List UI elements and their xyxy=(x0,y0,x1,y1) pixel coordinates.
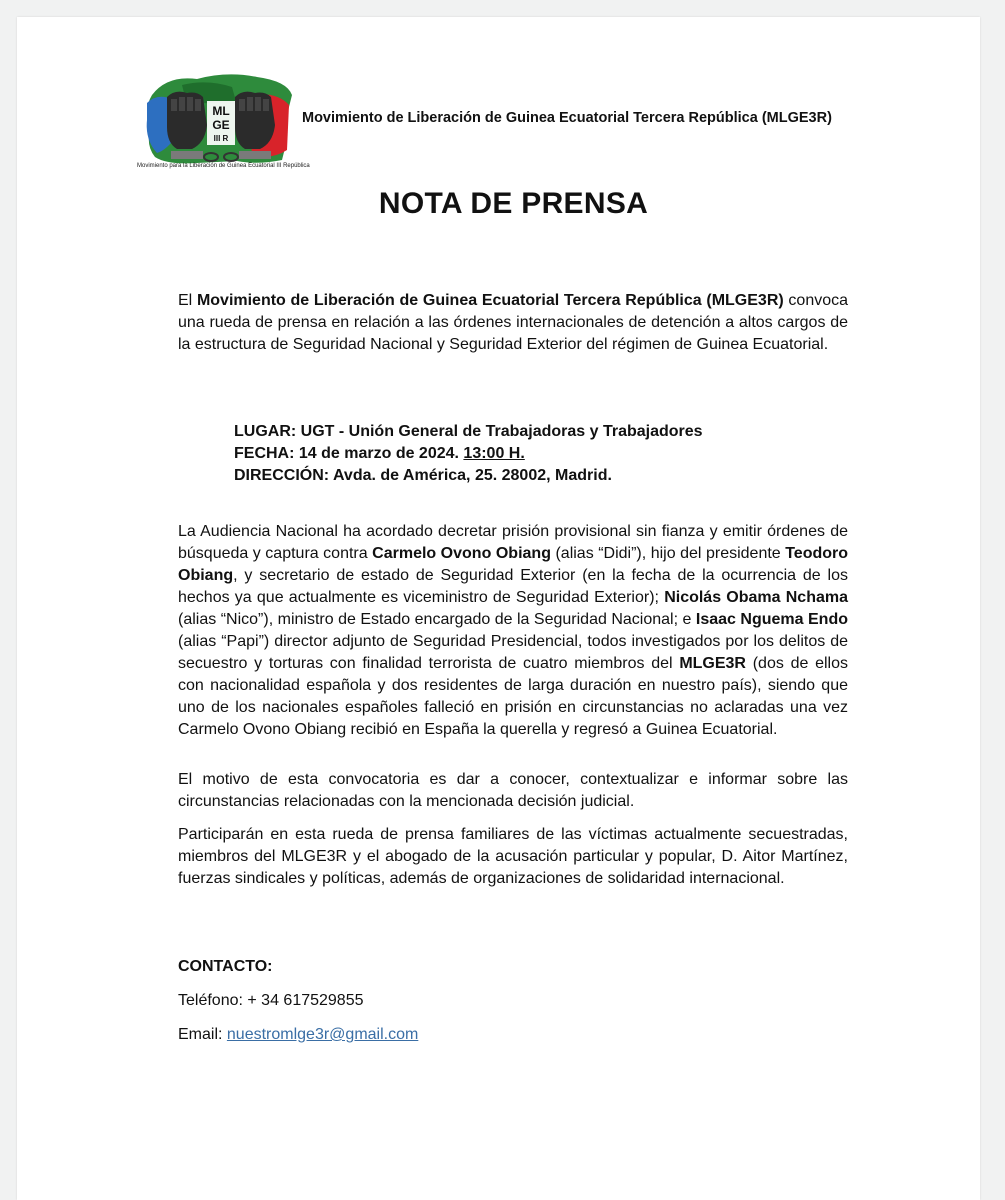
intro-org-bold: Movimiento de Liberación de Guinea Ecuatorial Tercera República (MLGE3R) xyxy=(196,292,784,309)
organization-name: Movimiento de Liberación de Guinea Ecuatorial Tercera República (MLGE3R) xyxy=(302,110,832,126)
contact-phone: Teléfono: + 34 617529855 xyxy=(178,992,364,1009)
email-label: Email: xyxy=(178,1026,227,1043)
document-page xyxy=(17,17,980,1200)
lugar-value: UGT - Unión General de Trabajadoras y Trabajadores xyxy=(296,423,703,440)
body-paragraph-2: El motivo de esta convocatoria es dar a conocer, contextualizar e informar sobre las circunstancias relacionadas con la mencionada decisión judicial. xyxy=(178,771,848,810)
direccion-line xyxy=(234,465,854,487)
direccion-value: Avda. de América, 25. 28002, Madrid. xyxy=(329,467,612,484)
body1-text-4: (alias “Nico”), ministro de Estado encargado de la Seguridad Nacional; e xyxy=(178,611,696,628)
logo-text-ml: ML xyxy=(212,104,230,118)
intro-paragraph xyxy=(178,290,848,356)
name-nicolas-obama-nchama: Nicolás Obama Nchama xyxy=(664,589,849,606)
name-isaac-nguema-endo: Isaac Nguema Endo xyxy=(695,611,849,628)
name-carmelo-ovono-obiang: Carmelo Ovono Obiang xyxy=(372,545,551,562)
fecha-label: FECHA: xyxy=(234,445,295,462)
email-link[interactable]: nuestromlge3r@gmail.com xyxy=(226,1026,419,1043)
body1-text-6: (dos de ellos con nacionalidad española y dos residentes de larga duración en nuestro país), siendo que uno de los nacionales españoles falleció en prisión en circunstancias no aclaradas una vez Carmelo Ovono Obiang recibió en España la querella y regresó a Guinea Ecuatorial. xyxy=(178,655,849,738)
lugar-label: LUGAR: xyxy=(234,423,297,440)
contact-heading: CONTACTO: xyxy=(178,958,273,975)
intro-post: convoca una rueda de prensa en relación a las órdenes internacionales de detención a altos cargos de la estructura de Seguridad Nacional y Seguridad Exterior del régimen de Guinea Ecuatorial. xyxy=(178,292,849,353)
intro-pre: El xyxy=(178,292,197,309)
fecha-value: 14 de marzo de 2024. xyxy=(294,445,464,462)
document-title: NOTA DE PRENSA xyxy=(378,187,649,220)
body1-text-1: La Audiencia Nacional ha acordado decretar prisión provisional sin fianza y emitir órdenes de búsqueda y captura contra xyxy=(178,523,848,562)
logo-text-ge: GE xyxy=(212,118,230,132)
body1-text-2: (alias “Didi”), hijo del presidente xyxy=(550,545,786,562)
name-teodoro-obiang: Teodoro Obiang xyxy=(178,545,849,584)
body-paragraph-3: Participarán en esta rueda de prensa familiares de las víctimas actualmente secuestradas, miembros del MLGE3R y el abogado de la acusación particular y popular, D. Aitor Martínez, fuerzas sindicales y políticas, además de organizaciones de solidaridad internacional. xyxy=(178,826,848,887)
fecha-time: 13:00 H. xyxy=(463,445,525,462)
body1-text-5: (alias “Papi”) director adjunto de Seguridad Presidencial, todos investigados por los delitos de secuestro y torturas con finalidad terrorista de cuatro miembros del xyxy=(178,633,848,672)
fecha-line xyxy=(234,443,854,465)
logo-text-iiir: III R xyxy=(213,134,229,143)
mlge3r-bold: MLGE3R xyxy=(679,655,746,672)
lugar-line xyxy=(234,421,854,443)
logo-caption: Movimiento para la Liberación de Guinea Ecuatorial III República xyxy=(137,163,310,169)
event-details xyxy=(234,421,854,487)
body1-text-3: , y secretario de estado de Seguridad Exterior (en la fecha de la ocurrencia de los hechos ya que actualmente es viceministro de Seguridad Exterior); xyxy=(178,567,848,606)
contact-email-line xyxy=(178,1026,418,1044)
body-paragraph-1 xyxy=(178,521,848,741)
direccion-label: DIRECCIÓN: xyxy=(234,467,330,484)
